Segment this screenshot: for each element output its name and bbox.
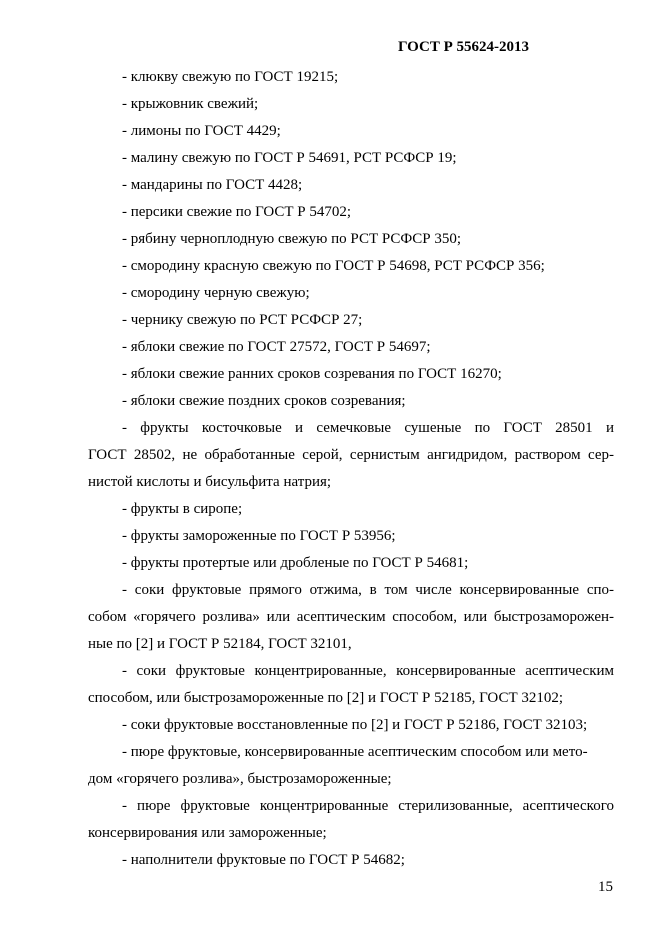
list-item: - фрукты косточковые и семечковые сушеные по ГОСТ 28501 и (122, 420, 614, 436)
list-item: - рябину черноплодную свежую по РСТ РСФСР 350; (122, 231, 462, 247)
page-number: 15 (598, 879, 613, 895)
list-item-continuation: ные по [2] и ГОСТ Р 52184, ГОСТ 32101, (88, 636, 352, 652)
list-item: - яблоки свежие ранних сроков созревания по ГОСТ 16270; (122, 366, 502, 382)
list-item: - лимоны по ГОСТ 4429; (122, 123, 281, 139)
list-item-continuation: дом «горячего розлива», быстрозамороженные; (88, 771, 392, 787)
list-item: - фрукты замороженные по ГОСТ Р 53956; (122, 528, 396, 544)
list-item: - смородину красную свежую по ГОСТ Р 54698, РСТ РСФСР 356; (122, 258, 545, 274)
list-item: - соки фруктовые восстановленные по [2] и ГОСТ Р 52186, ГОСТ 32103; (122, 717, 588, 733)
list-item: - малину свежую по ГОСТ Р 54691, РСТ РСФСР 19; (122, 150, 457, 166)
list-item: - наполнители фруктовые по ГОСТ Р 54682; (122, 852, 405, 868)
list-item: - фрукты протертые или дробленые по ГОСТ Р 54681; (122, 555, 469, 571)
list-item: - соки фруктовые концентрированные, консервированные асептическим (122, 663, 614, 679)
list-item: - крыжовник свежий; (122, 96, 259, 112)
list-item-continuation: нистой кислоты и бисульфита натрия; (88, 474, 332, 490)
list-item-continuation: консервирования или замороженные; (88, 825, 327, 841)
list-item: - яблоки свежие по ГОСТ 27572, ГОСТ Р 54697; (122, 339, 431, 355)
list-item: - смородину черную свежую; (122, 285, 310, 301)
list-item-continuation: собом «горячего розлива» или асептическим способом, или быстрозаморожен- (88, 609, 614, 625)
document-header: ГОСТ Р 55624-2013 (397, 39, 529, 55)
list-item-continuation: ГОСТ 28502, не обработанные серой, сернистым ангидридом, раствором сер- (88, 447, 614, 463)
list-item: - соки фруктовые прямого отжима, в том числе консервированные спо- (122, 582, 614, 598)
list-item: - клюкву свежую по ГОСТ 19215; (122, 69, 339, 85)
list-item: - пюре фруктовые концентрированные стерилизованные, асептического (122, 798, 614, 814)
list-item: - фрукты в сиропе; (122, 501, 243, 517)
list-item: - персики свежие по ГОСТ Р 54702; (122, 204, 352, 220)
list-item: - яблоки свежие поздних сроков созревания; (122, 393, 406, 409)
list-item-continuation: способом, или быстрозамороженные по [2] и ГОСТ Р 52185, ГОСТ 32102; (88, 690, 564, 706)
list-item: - мандарины по ГОСТ 4428; (122, 177, 303, 193)
list-item: - пюре фруктовые, консервированные асептическим способом или мето- (122, 744, 588, 760)
list-item: - чернику свежую по РСТ РСФСР 27; (122, 312, 363, 328)
